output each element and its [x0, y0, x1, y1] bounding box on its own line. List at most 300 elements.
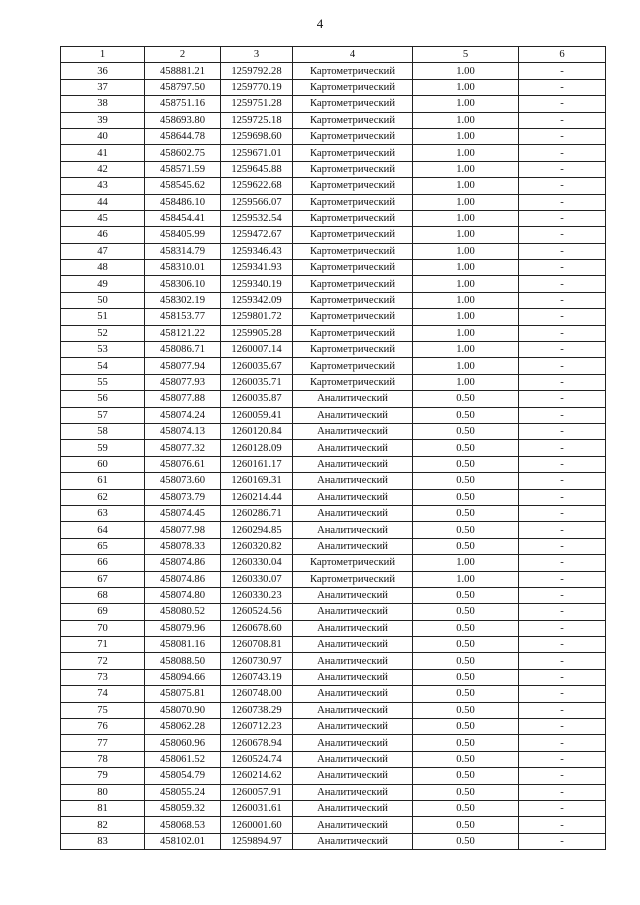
method-cell: Аналитический — [293, 522, 413, 538]
method-cell: Аналитический — [293, 391, 413, 407]
note-cell: - — [519, 817, 606, 833]
x-coordinate-cell: 458054.79 — [145, 768, 221, 784]
point-number-cell: 70 — [61, 620, 145, 636]
method-cell: Аналитический — [293, 440, 413, 456]
accuracy-cell: 0.50 — [413, 522, 519, 538]
y-coordinate-cell: 1259725.18 — [221, 112, 293, 128]
y-coordinate-cell: 1259801.72 — [221, 309, 293, 325]
method-cell: Картометрический — [293, 571, 413, 587]
note-cell: - — [519, 456, 606, 472]
table-row — [61, 407, 606, 423]
note-cell: - — [519, 702, 606, 718]
accuracy-cell: 0.50 — [413, 768, 519, 784]
table-row — [61, 571, 606, 587]
point-number-cell: 51 — [61, 309, 145, 325]
x-coordinate-cell: 458088.50 — [145, 653, 221, 669]
point-number-cell: 36 — [61, 63, 145, 79]
note-cell: - — [519, 407, 606, 423]
note-cell: - — [519, 423, 606, 439]
method-cell: Аналитический — [293, 751, 413, 767]
x-coordinate-cell: 458153.77 — [145, 309, 221, 325]
note-cell: - — [519, 505, 606, 521]
x-coordinate-cell: 458062.28 — [145, 719, 221, 735]
table-body — [61, 63, 606, 850]
table-row — [61, 505, 606, 521]
method-cell: Картометрический — [293, 63, 413, 79]
table-row — [61, 587, 606, 603]
table-row — [61, 440, 606, 456]
table-row — [61, 145, 606, 161]
note-cell: - — [519, 260, 606, 276]
note-cell: - — [519, 358, 606, 374]
accuracy-cell: 1.00 — [413, 128, 519, 144]
point-number-cell: 53 — [61, 342, 145, 358]
y-coordinate-cell: 1260035.67 — [221, 358, 293, 374]
table-row — [61, 276, 606, 292]
table-header-row — [61, 47, 606, 63]
note-cell: - — [519, 178, 606, 194]
x-coordinate-cell: 458077.98 — [145, 522, 221, 538]
x-coordinate-cell: 458073.79 — [145, 489, 221, 505]
method-cell: Аналитический — [293, 784, 413, 800]
y-coordinate-cell: 1259340.19 — [221, 276, 293, 292]
x-coordinate-cell: 458076.61 — [145, 456, 221, 472]
method-cell: Картометрический — [293, 555, 413, 571]
point-number-cell: 75 — [61, 702, 145, 718]
table-row — [61, 260, 606, 276]
method-cell: Аналитический — [293, 423, 413, 439]
note-cell: - — [519, 620, 606, 636]
y-coordinate-cell: 1259472.67 — [221, 227, 293, 243]
y-coordinate-cell: 1260294.85 — [221, 522, 293, 538]
method-cell: Картометрический — [293, 374, 413, 390]
point-number-cell: 71 — [61, 637, 145, 653]
note-cell: - — [519, 161, 606, 177]
table-row — [61, 833, 606, 849]
table-row — [61, 719, 606, 735]
method-cell: Аналитический — [293, 719, 413, 735]
accuracy-cell: 0.50 — [413, 784, 519, 800]
page-number: 4 — [316, 16, 324, 31]
y-coordinate-cell: 1260169.31 — [221, 473, 293, 489]
accuracy-cell: 0.50 — [413, 423, 519, 439]
y-coordinate-cell: 1260001.60 — [221, 817, 293, 833]
method-cell: Картометрический — [293, 342, 413, 358]
method-cell: Аналитический — [293, 702, 413, 718]
table-row — [61, 210, 606, 226]
note-cell: - — [519, 653, 606, 669]
x-coordinate-cell: 458061.52 — [145, 751, 221, 767]
y-coordinate-cell: 1260524.74 — [221, 751, 293, 767]
y-coordinate-cell: 1260330.04 — [221, 555, 293, 571]
y-coordinate-cell: 1260678.60 — [221, 620, 293, 636]
accuracy-cell: 1.00 — [413, 161, 519, 177]
y-coordinate-cell: 1260678.94 — [221, 735, 293, 751]
point-number-cell: 63 — [61, 505, 145, 521]
point-number-cell: 42 — [61, 161, 145, 177]
accuracy-cell: 0.50 — [413, 440, 519, 456]
method-cell: Аналитический — [293, 407, 413, 423]
accuracy-cell: 1.00 — [413, 227, 519, 243]
note-cell: - — [519, 292, 606, 308]
point-number-cell: 76 — [61, 719, 145, 735]
method-cell: Аналитический — [293, 505, 413, 521]
y-coordinate-cell: 1259751.28 — [221, 96, 293, 112]
method-cell: Аналитический — [293, 735, 413, 751]
method-cell: Аналитический — [293, 653, 413, 669]
point-number-cell: 55 — [61, 374, 145, 390]
method-cell: Картометрический — [293, 178, 413, 194]
x-coordinate-cell: 458080.52 — [145, 604, 221, 620]
table-row — [61, 489, 606, 505]
x-coordinate-cell: 458545.62 — [145, 178, 221, 194]
y-coordinate-cell: 1260748.00 — [221, 686, 293, 702]
note-cell: - — [519, 489, 606, 505]
point-number-cell: 69 — [61, 604, 145, 620]
accuracy-cell: 1.00 — [413, 260, 519, 276]
point-number-cell: 60 — [61, 456, 145, 472]
x-coordinate-cell: 458086.71 — [145, 342, 221, 358]
method-cell: Аналитический — [293, 489, 413, 505]
x-coordinate-cell: 458055.24 — [145, 784, 221, 800]
method-cell: Картометрический — [293, 358, 413, 374]
note-cell: - — [519, 751, 606, 767]
table-row — [61, 243, 606, 259]
accuracy-cell: 1.00 — [413, 79, 519, 95]
x-coordinate-cell: 458121.22 — [145, 325, 221, 341]
note-cell: - — [519, 243, 606, 259]
note-cell: - — [519, 374, 606, 390]
note-cell: - — [519, 325, 606, 341]
point-number-cell: 44 — [61, 194, 145, 210]
x-coordinate-cell: 458310.01 — [145, 260, 221, 276]
note-cell: - — [519, 276, 606, 292]
accuracy-cell: 0.50 — [413, 620, 519, 636]
method-cell: Картометрический — [293, 227, 413, 243]
point-number-cell: 74 — [61, 686, 145, 702]
table-row — [61, 161, 606, 177]
table-row — [61, 79, 606, 95]
x-coordinate-cell: 458693.80 — [145, 112, 221, 128]
table-row — [61, 555, 606, 571]
note-cell: - — [519, 473, 606, 489]
table-row — [61, 194, 606, 210]
table-row — [61, 620, 606, 636]
accuracy-cell: 0.50 — [413, 669, 519, 685]
point-number-cell: 66 — [61, 555, 145, 571]
accuracy-cell: 0.50 — [413, 538, 519, 554]
y-coordinate-cell: 1260057.91 — [221, 784, 293, 800]
table-row — [61, 63, 606, 79]
method-cell: Аналитический — [293, 538, 413, 554]
note-cell: - — [519, 637, 606, 653]
accuracy-cell: 0.50 — [413, 817, 519, 833]
point-number-cell: 81 — [61, 800, 145, 816]
table-row — [61, 358, 606, 374]
point-number-cell: 39 — [61, 112, 145, 128]
point-number-cell: 47 — [61, 243, 145, 259]
y-coordinate-cell: 1259342.09 — [221, 292, 293, 308]
y-coordinate-cell: 1259698.60 — [221, 128, 293, 144]
accuracy-cell: 1.00 — [413, 276, 519, 292]
x-coordinate-cell: 458074.45 — [145, 505, 221, 521]
table-row — [61, 653, 606, 669]
table-row — [61, 735, 606, 751]
method-cell: Аналитический — [293, 587, 413, 603]
header-cell-2: 2 — [145, 47, 221, 63]
table-row — [61, 784, 606, 800]
header-cell-6: 6 — [519, 47, 606, 63]
accuracy-cell: 1.00 — [413, 571, 519, 587]
point-number-cell: 83 — [61, 833, 145, 849]
table-row — [61, 391, 606, 407]
accuracy-cell: 0.50 — [413, 800, 519, 816]
x-coordinate-cell: 458074.86 — [145, 555, 221, 571]
accuracy-cell: 1.00 — [413, 96, 519, 112]
note-cell: - — [519, 587, 606, 603]
y-coordinate-cell: 1259346.43 — [221, 243, 293, 259]
table-row — [61, 800, 606, 816]
header-cell-1: 1 — [61, 47, 145, 63]
method-cell: Картометрический — [293, 325, 413, 341]
table-row — [61, 128, 606, 144]
point-number-cell: 37 — [61, 79, 145, 95]
accuracy-cell: 0.50 — [413, 505, 519, 521]
y-coordinate-cell: 1260730.97 — [221, 653, 293, 669]
note-cell: - — [519, 194, 606, 210]
point-number-cell: 41 — [61, 145, 145, 161]
y-coordinate-cell: 1260738.29 — [221, 702, 293, 718]
accuracy-cell: 0.50 — [413, 751, 519, 767]
accuracy-cell: 0.50 — [413, 637, 519, 653]
x-coordinate-cell: 458077.93 — [145, 374, 221, 390]
method-cell: Картометрический — [293, 96, 413, 112]
point-number-cell: 45 — [61, 210, 145, 226]
x-coordinate-cell: 458486.10 — [145, 194, 221, 210]
y-coordinate-cell: 1259341.93 — [221, 260, 293, 276]
table-row — [61, 686, 606, 702]
table-row — [61, 669, 606, 685]
x-coordinate-cell: 458306.10 — [145, 276, 221, 292]
point-number-cell: 64 — [61, 522, 145, 538]
y-coordinate-cell: 1260330.23 — [221, 587, 293, 603]
method-cell: Аналитический — [293, 637, 413, 653]
y-coordinate-cell: 1260214.44 — [221, 489, 293, 505]
point-number-cell: 80 — [61, 784, 145, 800]
x-coordinate-cell: 458077.94 — [145, 358, 221, 374]
accuracy-cell: 0.50 — [413, 604, 519, 620]
note-cell: - — [519, 79, 606, 95]
point-number-cell: 59 — [61, 440, 145, 456]
note-cell: - — [519, 719, 606, 735]
x-coordinate-cell: 458073.60 — [145, 473, 221, 489]
table-row — [61, 637, 606, 653]
x-coordinate-cell: 458075.81 — [145, 686, 221, 702]
note-cell: - — [519, 309, 606, 325]
point-number-cell: 82 — [61, 817, 145, 833]
note-cell: - — [519, 604, 606, 620]
point-number-cell: 72 — [61, 653, 145, 669]
y-coordinate-cell: 1260524.56 — [221, 604, 293, 620]
x-coordinate-cell: 458602.75 — [145, 145, 221, 161]
accuracy-cell: 1.00 — [413, 292, 519, 308]
table-row — [61, 178, 606, 194]
y-coordinate-cell: 1260330.07 — [221, 571, 293, 587]
table-row — [61, 309, 606, 325]
method-cell: Картометрический — [293, 145, 413, 161]
accuracy-cell: 1.00 — [413, 358, 519, 374]
x-coordinate-cell: 458881.21 — [145, 63, 221, 79]
x-coordinate-cell: 458077.32 — [145, 440, 221, 456]
accuracy-cell: 0.50 — [413, 719, 519, 735]
x-coordinate-cell: 458751.16 — [145, 96, 221, 112]
note-cell: - — [519, 391, 606, 407]
accuracy-cell: 1.00 — [413, 325, 519, 341]
method-cell: Картометрический — [293, 210, 413, 226]
method-cell: Аналитический — [293, 604, 413, 620]
point-number-cell: 52 — [61, 325, 145, 341]
accuracy-cell: 0.50 — [413, 833, 519, 849]
y-coordinate-cell: 1260161.17 — [221, 456, 293, 472]
point-number-cell: 79 — [61, 768, 145, 784]
x-coordinate-cell: 458074.80 — [145, 587, 221, 603]
accuracy-cell: 1.00 — [413, 243, 519, 259]
y-coordinate-cell: 1260120.84 — [221, 423, 293, 439]
table-row — [61, 227, 606, 243]
y-coordinate-cell: 1260035.87 — [221, 391, 293, 407]
table-row — [61, 522, 606, 538]
x-coordinate-cell: 458644.78 — [145, 128, 221, 144]
x-coordinate-cell: 458302.19 — [145, 292, 221, 308]
note-cell: - — [519, 784, 606, 800]
table-row — [61, 702, 606, 718]
note-cell: - — [519, 571, 606, 587]
note-cell: - — [519, 669, 606, 685]
method-cell: Картометрический — [293, 79, 413, 95]
accuracy-cell: 1.00 — [413, 555, 519, 571]
method-cell: Аналитический — [293, 686, 413, 702]
x-coordinate-cell: 458059.32 — [145, 800, 221, 816]
coordinates-table — [60, 46, 606, 850]
x-coordinate-cell: 458078.33 — [145, 538, 221, 554]
note-cell: - — [519, 227, 606, 243]
table-row — [61, 604, 606, 620]
note-cell: - — [519, 768, 606, 784]
point-number-cell: 61 — [61, 473, 145, 489]
table-row — [61, 751, 606, 767]
table-row — [61, 456, 606, 472]
accuracy-cell: 0.50 — [413, 456, 519, 472]
table-row — [61, 292, 606, 308]
y-coordinate-cell: 1260286.71 — [221, 505, 293, 521]
accuracy-cell: 1.00 — [413, 63, 519, 79]
point-number-cell: 56 — [61, 391, 145, 407]
y-coordinate-cell: 1260059.41 — [221, 407, 293, 423]
y-coordinate-cell: 1259671.01 — [221, 145, 293, 161]
x-coordinate-cell: 458074.86 — [145, 571, 221, 587]
accuracy-cell: 0.50 — [413, 702, 519, 718]
y-coordinate-cell: 1259622.68 — [221, 178, 293, 194]
point-number-cell: 65 — [61, 538, 145, 554]
note-cell: - — [519, 833, 606, 849]
header-cell-5: 5 — [413, 47, 519, 63]
x-coordinate-cell: 458094.66 — [145, 669, 221, 685]
table-row — [61, 538, 606, 554]
accuracy-cell: 1.00 — [413, 374, 519, 390]
accuracy-cell: 1.00 — [413, 309, 519, 325]
method-cell: Картометрический — [293, 292, 413, 308]
method-cell: Аналитический — [293, 817, 413, 833]
point-number-cell: 40 — [61, 128, 145, 144]
note-cell: - — [519, 800, 606, 816]
y-coordinate-cell: 1259792.28 — [221, 63, 293, 79]
table-row — [61, 342, 606, 358]
x-coordinate-cell: 458454.41 — [145, 210, 221, 226]
accuracy-cell: 1.00 — [413, 112, 519, 128]
y-coordinate-cell: 1260320.82 — [221, 538, 293, 554]
point-number-cell: 46 — [61, 227, 145, 243]
accuracy-cell: 0.50 — [413, 587, 519, 603]
header-cell-3: 3 — [221, 47, 293, 63]
point-number-cell: 54 — [61, 358, 145, 374]
note-cell: - — [519, 145, 606, 161]
accuracy-cell: 0.50 — [413, 407, 519, 423]
table-row — [61, 473, 606, 489]
table-row — [61, 374, 606, 390]
y-coordinate-cell: 1260031.61 — [221, 800, 293, 816]
accuracy-cell: 0.50 — [413, 686, 519, 702]
table-row — [61, 325, 606, 341]
x-coordinate-cell: 458074.24 — [145, 407, 221, 423]
accuracy-cell: 0.50 — [413, 735, 519, 751]
note-cell: - — [519, 555, 606, 571]
y-coordinate-cell: 1259645.88 — [221, 161, 293, 177]
y-coordinate-cell: 1259894.97 — [221, 833, 293, 849]
method-cell: Аналитический — [293, 456, 413, 472]
y-coordinate-cell: 1260128.09 — [221, 440, 293, 456]
point-number-cell: 58 — [61, 423, 145, 439]
x-coordinate-cell: 458797.50 — [145, 79, 221, 95]
x-coordinate-cell: 458077.88 — [145, 391, 221, 407]
accuracy-cell: 1.00 — [413, 145, 519, 161]
point-number-cell: 78 — [61, 751, 145, 767]
x-coordinate-cell: 458079.96 — [145, 620, 221, 636]
method-cell: Картометрический — [293, 112, 413, 128]
table-row — [61, 112, 606, 128]
y-coordinate-cell: 1260035.71 — [221, 374, 293, 390]
note-cell: - — [519, 440, 606, 456]
y-coordinate-cell: 1260712.23 — [221, 719, 293, 735]
x-coordinate-cell: 458074.13 — [145, 423, 221, 439]
method-cell: Картометрический — [293, 276, 413, 292]
point-number-cell: 38 — [61, 96, 145, 112]
point-number-cell: 57 — [61, 407, 145, 423]
note-cell: - — [519, 735, 606, 751]
point-number-cell: 43 — [61, 178, 145, 194]
x-coordinate-cell: 458060.96 — [145, 735, 221, 751]
point-number-cell: 67 — [61, 571, 145, 587]
method-cell: Картометрический — [293, 194, 413, 210]
note-cell: - — [519, 96, 606, 112]
accuracy-cell: 1.00 — [413, 210, 519, 226]
method-cell: Картометрический — [293, 260, 413, 276]
accuracy-cell: 1.00 — [413, 178, 519, 194]
method-cell: Аналитический — [293, 833, 413, 849]
accuracy-cell: 1.00 — [413, 342, 519, 358]
x-coordinate-cell: 458070.90 — [145, 702, 221, 718]
method-cell: Картометрический — [293, 128, 413, 144]
y-coordinate-cell: 1260708.81 — [221, 637, 293, 653]
